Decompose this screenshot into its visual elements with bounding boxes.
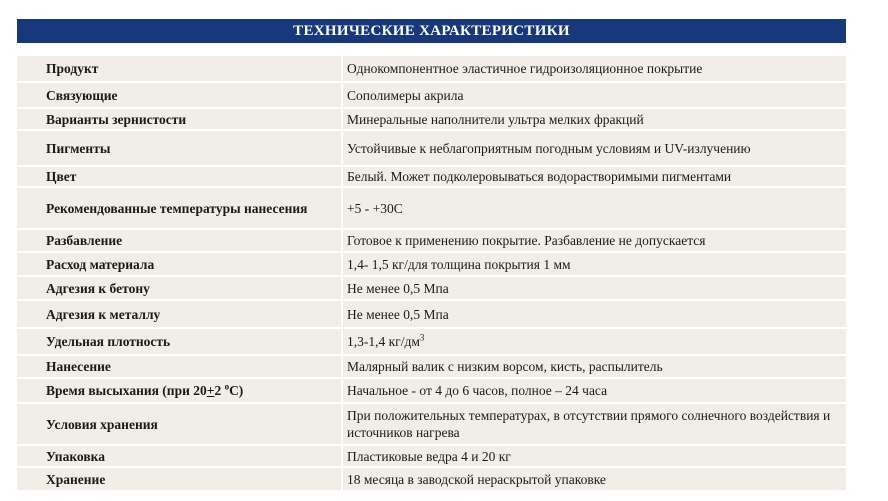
row-value: Минеральные наполнители ультра мелких фракций xyxy=(342,108,846,130)
row-label: Продукт xyxy=(17,55,342,82)
table-row xyxy=(17,252,846,276)
row-value: Готовое к применению покрытие. Разбавление не допускается xyxy=(342,229,846,252)
row-label: Адгезия к бетону xyxy=(17,276,342,300)
table-row xyxy=(17,328,846,355)
row-label xyxy=(17,378,342,403)
table-row xyxy=(17,82,846,108)
row-value: Сополимеры акрила xyxy=(342,82,846,108)
row-label: Упаковка xyxy=(17,445,342,467)
table-row xyxy=(17,166,846,187)
drying-label-unit: С) xyxy=(229,383,244,398)
table-row xyxy=(17,378,846,403)
table-row xyxy=(17,355,846,378)
row-value: Устойчивые к неблагоприятным погодным условиям и UV-излучению xyxy=(342,130,846,166)
specifications-table xyxy=(17,54,846,492)
row-value: Малярный валик с низким ворсом, кисть, распылитель xyxy=(342,355,846,378)
table-row xyxy=(17,108,846,130)
drying-label-text: Время высыхания (при 20 xyxy=(46,383,207,398)
row-value: +5 - +30С xyxy=(342,187,846,229)
row-value: 18 месяца в заводской нераскрытой упаковке xyxy=(342,467,846,491)
table-title: ТЕХНИЧЕСКИЕ ХАРАКТЕРИСТИКИ xyxy=(17,19,846,43)
row-value: 1,4- 1,5 кг/для толщина покрытия 1 мм xyxy=(342,252,846,276)
table-row xyxy=(17,467,846,491)
drying-label-tolerance: 2 xyxy=(214,383,225,398)
drying-label-plus: + xyxy=(206,383,215,398)
density-unit-superscript: 3 xyxy=(419,332,425,343)
table-row xyxy=(17,445,846,467)
table-row xyxy=(17,187,846,229)
row-value xyxy=(342,328,846,355)
row-value: Белый. Может подколеровываться водорастворимыми пигментами xyxy=(342,166,846,187)
row-label: Условия хранения xyxy=(17,403,342,445)
row-label: Варианты зернистости xyxy=(17,108,342,130)
row-value: Не менее 0,5 Мпа xyxy=(342,300,846,328)
row-label: Нанесение xyxy=(17,355,342,378)
row-label: Расход материала xyxy=(17,252,342,276)
row-label: Цвет xyxy=(17,166,342,187)
row-label: Пигменты xyxy=(17,130,342,166)
row-value: Начальное - от 4 до 6 часов, полное – 24 часа xyxy=(342,378,846,403)
table-row xyxy=(17,229,846,252)
table-row xyxy=(17,403,846,445)
table-row xyxy=(17,300,846,328)
row-value: При положительных температурах, в отсутствии прямого солнечного воздействия и источников нагрева xyxy=(342,403,846,445)
table-row xyxy=(17,276,846,300)
table-row xyxy=(17,130,846,166)
row-label: Рекомендованные температуры нанесения xyxy=(17,187,342,229)
row-label: Хранение xyxy=(17,467,342,491)
row-label: Разбавление xyxy=(17,229,342,252)
density-value-text: 1,3-1,4 кг/дм xyxy=(347,334,420,349)
table-row xyxy=(17,55,846,82)
row-label: Адгезия к металлу xyxy=(17,300,342,328)
row-value: Однокомпонентное эластичное гидроизоляционное покрытие xyxy=(342,55,846,82)
drying-label-degree: о xyxy=(224,381,230,392)
row-value: Пластиковые ведра 4 и 20 кг xyxy=(342,445,846,467)
row-label: Связующие xyxy=(17,82,342,108)
row-value: Не менее 0,5 Мпа xyxy=(342,276,846,300)
row-label: Удельная плотность xyxy=(17,328,342,355)
